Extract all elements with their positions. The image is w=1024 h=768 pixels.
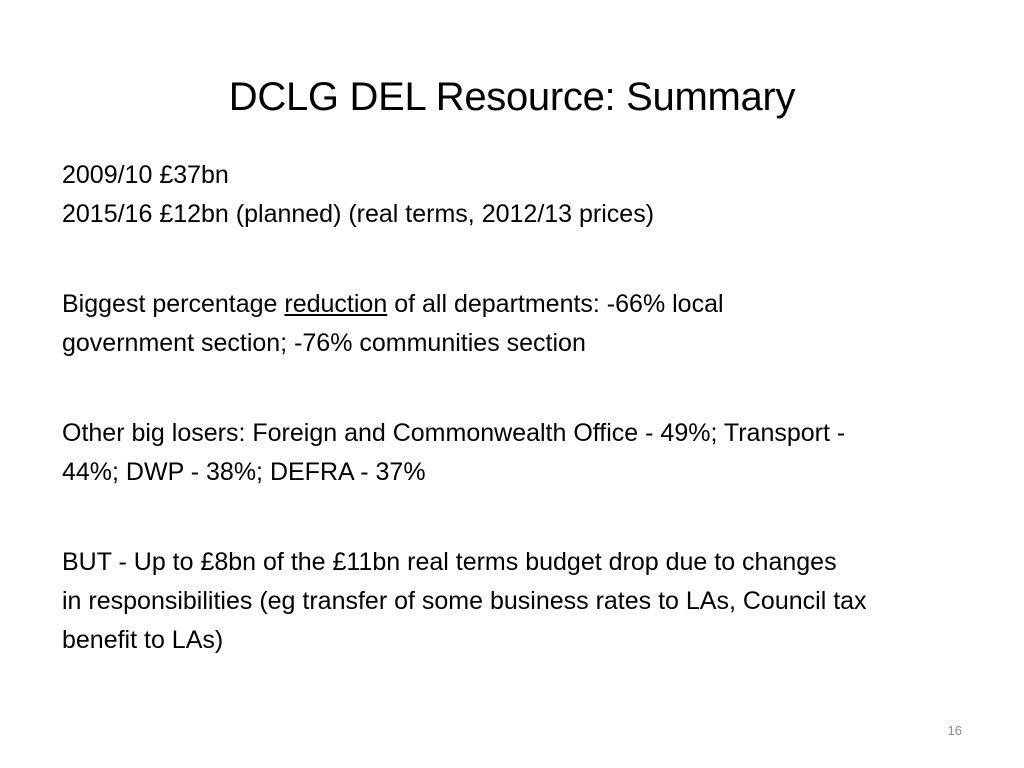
- reduction-emphasis: reduction: [284, 290, 388, 318]
- reduction-text-after: of all departments: -66% local: [387, 290, 724, 318]
- but-paragraph: [62, 543, 972, 660]
- but-line-3: benefit to LAs): [62, 626, 224, 654]
- budget-2015-line: 2015/16 £12bn (planned) (real terms, 2012/13 prices): [62, 200, 655, 228]
- reduction-text-before: Biggest percentage: [62, 290, 285, 318]
- reduction-line-2: government section; -76% communities section: [62, 329, 586, 357]
- reduction-paragraph: [62, 285, 972, 363]
- slide-title: DCLG DEL Resource: Summary: [228, 75, 796, 119]
- page-number: 16: [947, 723, 962, 738]
- but-line-1: BUT - Up to £8bn of the £11bn real terms budget drop due to changes: [62, 548, 837, 576]
- but-line-2: in responsibilities (eg transfer of some business rates to LAs, Council tax: [62, 587, 867, 615]
- paragraph-gap: [62, 363, 972, 414]
- budget-2009-line: 2009/10 £37bn: [62, 161, 229, 189]
- slide-body: [62, 156, 972, 660]
- reduction-line-1: [62, 285, 972, 324]
- losers-line-1: Other big losers: Foreign and Commonwealth Office - 49%; Transport -: [62, 419, 846, 447]
- paragraph-gap: [62, 492, 972, 543]
- losers-paragraph: [62, 414, 972, 492]
- paragraph-gap: [62, 234, 972, 285]
- losers-line-2: 44%; DWP - 38%; DEFRA - 37%: [62, 458, 426, 486]
